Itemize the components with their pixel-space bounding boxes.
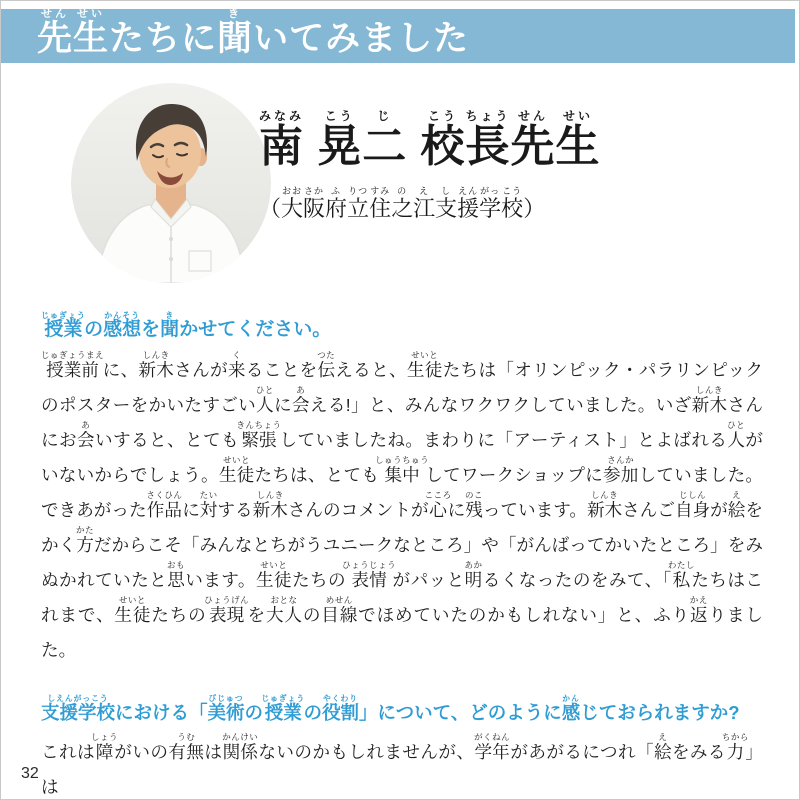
principal-portrait-illustration [71, 83, 271, 283]
page-title: 先せん生せいたちに聞きいてみました [37, 8, 470, 59]
principal-photo [71, 83, 271, 283]
question-1: 授業じゅぎょうの感想かんそうを聞きかせてください。 [41, 311, 332, 340]
answer-1: 授業前じゅぎょうまえに、新木しんきさんが来くることを伝つたえると、生徒せいとたちは「オリンピック・パラリンピックのポスターをかいたすごい人ひとに会あえる!」と、みんなワクワクしていました。いざ新木しんきさんにお会あいすると、とても緊張きんちょうしていましたね。まわりに「アーティスト」とよばれる人ひとがいないからでしょう。生徒せいとたちは、とても集中しゅうちゅうしてワークショップに参加さんかしていました。できあがった作品さくひんに対たいする新木しんきさんのコメントが心こころに残のこっています。新木しんきさんご自身じしんが絵えをかく方かただからこそ「みんなとちがうユニークなところ」や「がんばってかいたところ」をみぬかれていたと思おもいます。生徒せいとたちの表情ひょうじょうがパッと明あかるくなったのをみて、「私わたしたちはこれまで、生徒せいとたちの表現ひょうげんを大人おとなの目線めせんでほめていたのかもしれない」と、ふり返かえりました。 [41, 350, 763, 661]
school-name: （大おお阪さか府ふ立りつ住すみ之の江え支し援えん学がっ校こう） [259, 186, 546, 222]
answer-2: これは障しょうがいの有無うむは関係かんけいないのかもしれませんが、学年がくねんがあがるにつれ「絵えをみる力ちから」は [41, 732, 763, 798]
principal-name: 南みなみ 晃こう二じ 校こう長ちょう先せん生せい [259, 109, 601, 171]
page-number: 32 [21, 765, 39, 782]
page-header [1, 9, 795, 63]
interview-content [41, 311, 763, 800]
profile-section [259, 109, 601, 225]
question-2: 支援学校しえんがっこうにおける「美術びじゅつの授業じゅぎょうの役割やくわり」について、どのように感かんじておられますか? [41, 694, 740, 724]
